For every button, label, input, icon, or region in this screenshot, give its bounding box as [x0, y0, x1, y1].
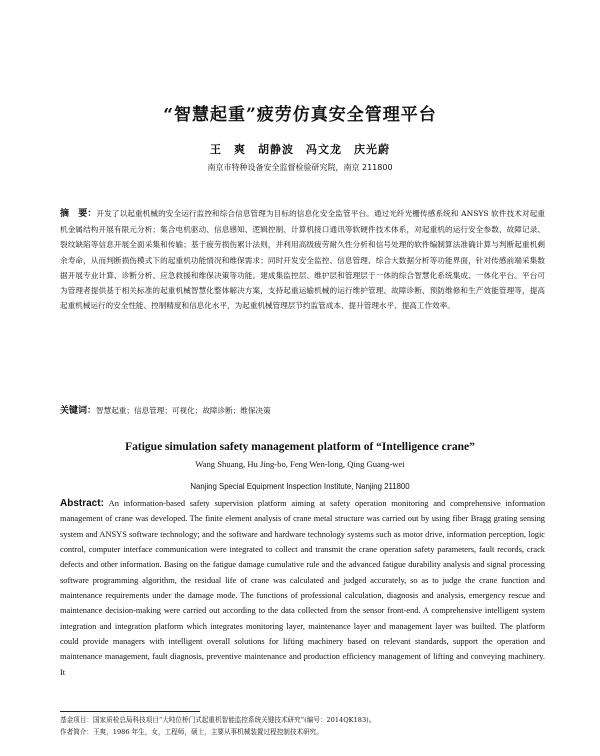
chinese-affiliation: 南京市特种设备安全监督检验研究院，南京 211800 — [207, 163, 393, 172]
english-authors: Wang Shuang, Hu Jing-bo, Feng Wen-long, Qing Guang-wei — [195, 459, 405, 469]
english-title: Fatigue simulation safety management platform of “Intelligence crane” — [125, 441, 475, 453]
chinese-keywords-text: 智慧起重；信息管理；可视化；故障诊断；维保决策 — [96, 406, 271, 415]
author-bio-footnote: 作者简介：王爽，1986 年生，女，工程师，硕士，主要从事机械装置过程控制技术研究。 — [60, 728, 323, 736]
english-abstract-label: Abstract: — [60, 498, 104, 509]
english-affiliation: Nanjing Special Equipment Inspection Institute, Nanjing 211800 — [190, 482, 410, 491]
chinese-title: “智慧起重”疲劳仿真安全管理平台 — [163, 105, 437, 125]
english-abstract-text: An information-based safety supervision platform aiming at safety operation monitoring and comprehensive information management of crane was developed. The finite element analysis of crane metal structure was carried out by using fiber Bragg grating sensing system and ANSYS software technology; and the software and hardware technology systems such as motor drive, information perception, logic control, computer interface communication were integrated to collect and transmit the crane operation safety parameters, fault records, crack defects and other information. Basing on the fatigue damage cumulative rule and the advanced fatigue durability analysis and signal processing software programming algorithm, the residual life of crane was calculated and judged accurately, so as to judge the crane function and maintenance requirements under the damage mode. The functions of professional calculation, diagnosis and analysis, emergency rescue and maintenance decision-making were carried out according to the data collected from the sensor front-end. A comprehensive intelligent system integration and integration platform which integrates monitoring layer, maintenance layer and management layer was builted. The platform could provide managers with intelligent overall solutions for lifting machinery based on relevant standards, support the operation and maintenance management, fault diagnosis, preventive maintenance and production efficiency management of lifting and conveying machinery. It — [60, 499, 546, 677]
chinese-authors: 王 爽 胡静波 冯文龙 庆光蔚 — [210, 143, 390, 156]
english-abstract — [60, 496, 545, 680]
footnotes — [60, 714, 545, 738]
chinese-abstract-text: 开发了以起重机械的安全运行监控和综合信息管理为目标的信息化安全监管平台。通过光纤光栅传感系统和 ANSYS 软件技术对起重机金属结构开展有限元分析；集合电机驱动、信息感知、逻辑控制、计算机接口通讯等软硬件技术体系，对起重机的运行安全参数、故障记录、裂纹缺陷等信息开展全面采集和传输；基于疲劳损伤累计法则，并利用高级疲劳耐久性分析和信号处理的软件编制算法准确计算与判断起重机剩余寿命，从而判断损伤模式下的起重机功能情况和维保需求；同时开发安全监控、信息管理、综合大数据分析等功能界面，针对传感前端采集数据开展专业计算、诊断分析、应急救援和维保决策等功能。建成集监控层、维护层和管理层于一体的综合智慧化系统集成、一体化平台。平台可为管理者提供基于相关标准的起重机械智慧化整体解决方案，支持起重运输机械的运行维护管理、故障诊断、预防维修和生产效能管理等，提高起重机械运行的安全性能、控制精度和信息化水平，为起重机械管理层节约监管成本、提升管理水平、提高工作效率。 — [60, 209, 545, 311]
footnote-divider — [60, 711, 200, 712]
chinese-keywords-label: 关键词： — [60, 406, 97, 416]
funding-footnote: 基金项目：国家质检总局科技项目“大吨位桥门式起重机智能监控系统关键技术研究”(编号：2014QK183)。 — [60, 716, 376, 724]
chinese-keywords — [60, 404, 545, 418]
chinese-abstract-label: 摘 要： — [60, 209, 97, 219]
chinese-abstract — [60, 206, 545, 313]
